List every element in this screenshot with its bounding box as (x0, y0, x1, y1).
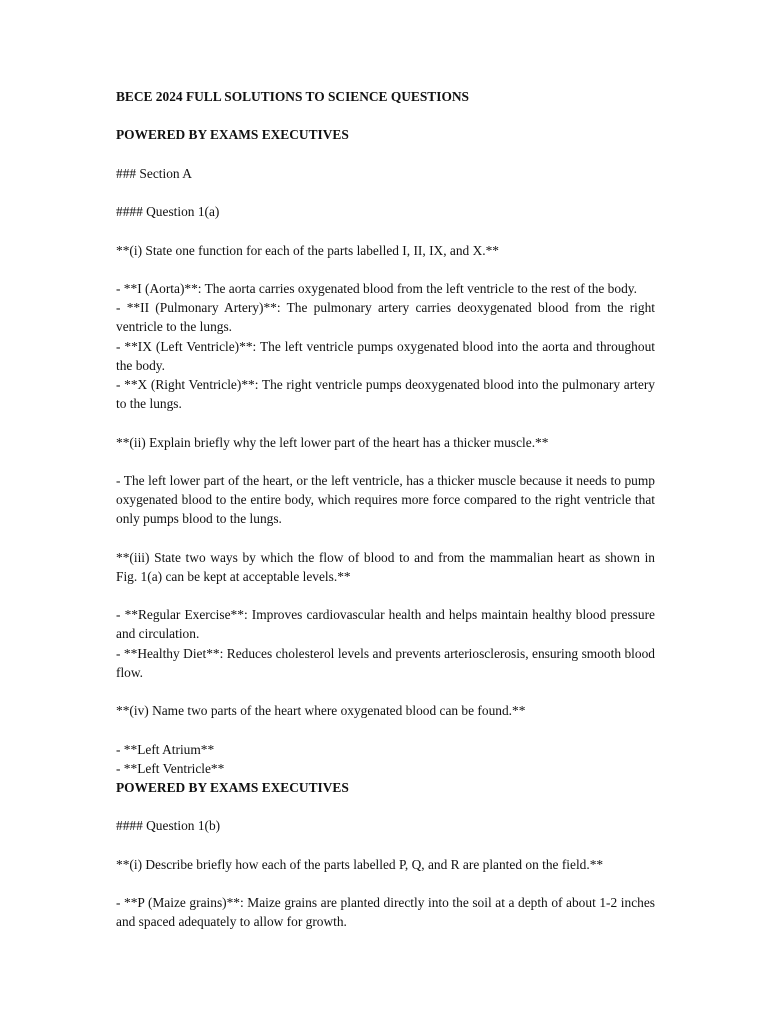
q1a-part-iii-answer-exercise: - **Regular Exercise**: Improves cardiovascular health and helps maintain healthy blood pressure and circulation. (116, 607, 655, 642)
powered-by-banner-repeat: POWERED BY EXAMS EXECUTIVES (116, 779, 349, 795)
q1a-part-iv-answer-left-atrium: - **Left Atrium** (116, 741, 215, 757)
q1a-part-i-answer-right-ventricle: - **X (Right Ventricle)**: The right ventricle pumps deoxygenated blood into the pulmonary artery to the lungs. (116, 376, 655, 412)
q1a-part-i-answer-aorta: - **I (Aorta)**: The aorta carries oxygenated blood from the left ventricle to the rest of the body. (116, 280, 637, 296)
question-1a-heading: #### Question 1(a) (116, 204, 220, 220)
q1a-part-ii-answer: - The left lower part of the heart, or the left ventricle, has a thicker muscle because it needs to pump oxygenated blood to the entire body, which requires more force compared to the right ventricle that only pumps blood to the lungs. (116, 472, 655, 527)
document-title: BECE 2024 FULL SOLUTIONS TO SCIENCE QUESTIONS (116, 89, 469, 104)
section-heading: ### Section A (116, 165, 192, 181)
q1a-part-i-answer-pulmonary-artery: - **II (Pulmonary Artery)**: The pulmonary artery carries deoxygenated blood from the right ventricle to the lungs. (116, 300, 655, 335)
q1a-part-i-answer-left-ventricle: - **IX (Left Ventricle)**: The left ventricle pumps oxygenated blood into the aorta and throughout the body. (116, 338, 655, 373)
q1a-part-iv-answer-left-ventricle: - **Left Ventricle** (116, 760, 225, 776)
q1a-part-ii-question: **(ii) Explain briefly why the left lower part of the heart has a thicker muscle.** (116, 434, 549, 450)
q1a-part-iii-question: **(iii) State two ways by which the flow of blood to and from the mammalian heart as shown in Fig. 1(a) can be kept at acceptable levels.** (116, 549, 655, 584)
question-1b-heading: #### Question 1(b) (116, 818, 221, 834)
q1a-part-iv-question: **(iv) Name two parts of the heart where oxygenated blood can be found.** (116, 703, 526, 719)
q1a-part-iii-answer-diet: - **Healthy Diet**: Reduces cholesterol levels and prevents arteriosclerosis, ensuring smooth blood flow. (116, 645, 655, 680)
q1b-part-i-answer-maize: - **P (Maize grains)**: Maize grains are planted directly into the soil at a depth of about 1-2 inches and spaced adequately to allow for growth. (116, 895, 655, 930)
powered-by-banner: POWERED BY EXAMS EXECUTIVES (116, 127, 349, 143)
document-page (116, 87, 655, 932)
q1b-part-i-question: **(i) Describe briefly how each of the parts labelled P, Q, and R are planted on the field.** (116, 856, 604, 872)
q1a-part-i-question: **(i) State one function for each of the parts labelled I, II, IX, and X.** (116, 242, 499, 258)
